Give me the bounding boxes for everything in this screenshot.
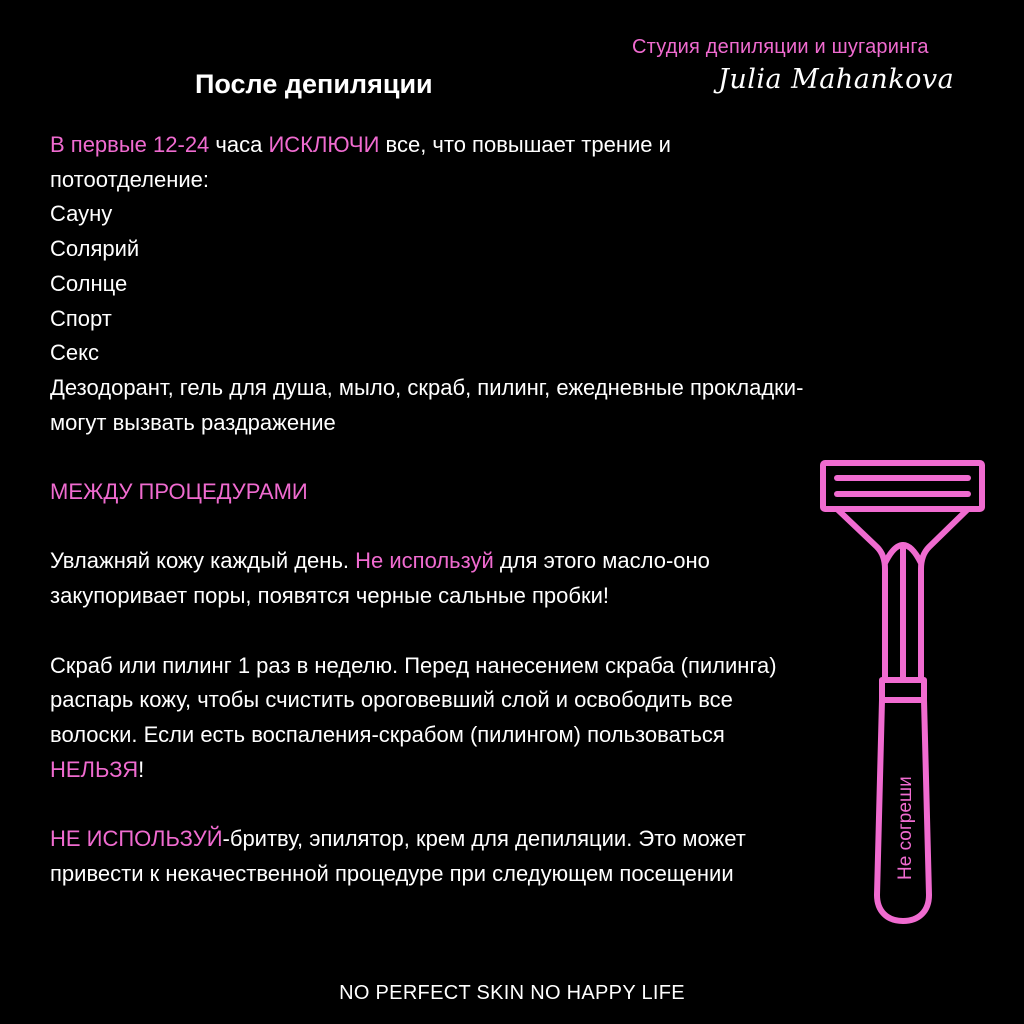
- moisturize-paragraph: Увлажняй кожу каждый день. Не используй для этого масло-оно закупоривает поры, появятся черные сальные пробки!: [50, 548, 710, 609]
- main-text: [50, 128, 820, 891]
- list-item: Спорт: [50, 305, 112, 331]
- scrub-paragraph: Скраб или пилинг 1 раз в неделю. Перед нанесением скраба (пилинга) распарь кожу, чтобы счистить ороговевший слой и освободить все волоски. Если есть воспаления-скрабом (пилингом) пользоваться НЕЛЬЗЯ!: [50, 652, 777, 782]
- intro-hours: В первые 12-24: [50, 132, 210, 157]
- footer-slogan: NO PERFECT SKIN NO HAPPY LIFE: [339, 982, 685, 1004]
- signature-logo: Julia Mahankova: [718, 64, 955, 95]
- do-not-use-paragraph: НЕ ИСПОЛЬЗУЙ-бритву, эпилятор, крем для депиляции. Это может привести к некачественной процедуре при следующем посещении: [50, 826, 746, 886]
- section-heading: МЕЖДУ ПРОЦЕДУРАМИ: [50, 479, 308, 505]
- list-item: Сауну: [50, 201, 113, 227]
- studio-name: Студия депиляции и шугаринга: [632, 36, 929, 58]
- razor-icon: [815, 455, 990, 925]
- list-item: Солярий: [50, 236, 140, 262]
- page-title: После депиляции: [195, 69, 433, 99]
- list-item: Секс: [50, 340, 99, 366]
- list-item: Солнце: [50, 270, 128, 296]
- razor-label: Не согреши: [895, 776, 916, 880]
- irritation-note: Дезодорант, гель для душа, мыло, скраб, пилинг, ежедневные прокладки-могут вызвать раздражение: [50, 374, 804, 435]
- intro-exclude: ИСКЛЮЧИ: [268, 132, 380, 157]
- intro-paragraph: В первые 12-24 часа ИСКЛЮЧИ все, что повышает трение и потоотделение:: [50, 132, 671, 192]
